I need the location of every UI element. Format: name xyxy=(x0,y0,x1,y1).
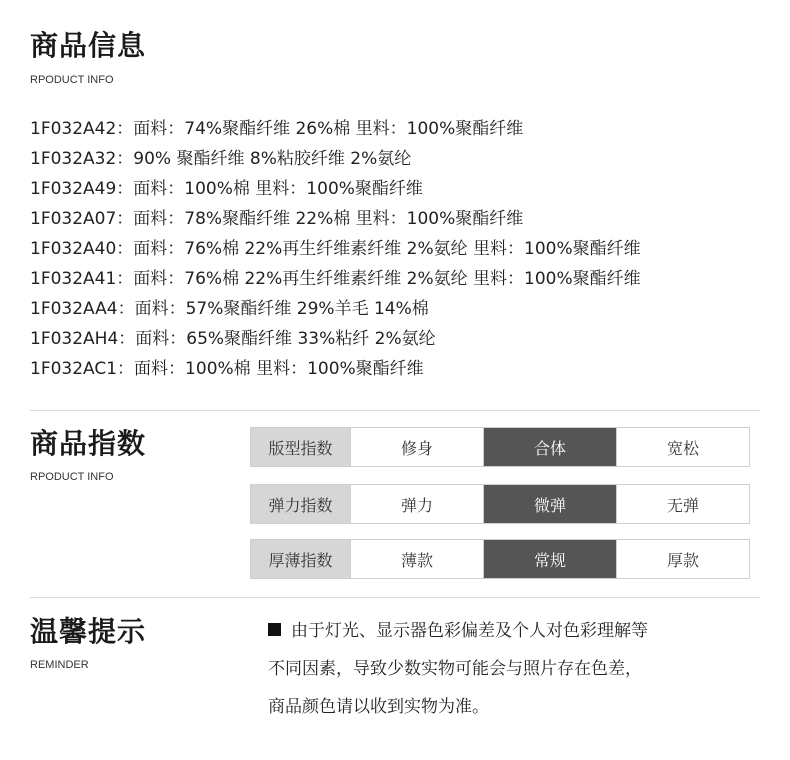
material-line: 1F032A49：面料：100%棉 里料：100%聚酯纤维 xyxy=(30,179,423,199)
index-option-selected: 常规 xyxy=(483,540,616,578)
reminder-text xyxy=(268,612,748,726)
reminder-title: 温馨提示 xyxy=(30,615,147,648)
material-list xyxy=(30,114,770,384)
material-line: 1F032A41：面料：76%棉 22%再生纤维素纤维 2%氨纶 里料：100%聚酯纤维 xyxy=(30,269,641,289)
index-option: 无弹 xyxy=(616,485,749,523)
bullet-square-icon xyxy=(268,623,281,636)
index-row-fit xyxy=(250,427,750,467)
material-line: 1F032A42：面料：74%聚酯纤维 26%棉 里料：100%聚酯纤维 xyxy=(30,119,524,139)
reminder-line: 商品颜色请以收到实物为准。 xyxy=(268,697,489,717)
material-line: 1F032AH4：面料：65%聚酯纤维 33%粘纤 2%氨纶 xyxy=(30,329,436,349)
index-option: 弹力 xyxy=(350,485,483,523)
product-info-subtitle: RPODUCT INFO xyxy=(30,74,114,86)
index-label: 弹力指数 xyxy=(251,485,350,523)
index-option-selected: 合体 xyxy=(483,428,616,466)
material-line: 1F032AA4：面料：57%聚酯纤维 29%羊毛 14%棉 xyxy=(30,299,429,319)
product-index-title: 商品指数 xyxy=(30,427,147,460)
material-line: 1F032A32：90% 聚酯纤维 8%粘胶纤维 2%氨纶 xyxy=(30,149,412,169)
index-row-thickness xyxy=(250,539,750,579)
index-option: 修身 xyxy=(350,428,483,466)
index-row-stretch xyxy=(250,484,750,524)
material-line: 1F032A40：面料：76%棉 22%再生纤维素纤维 2%氨纶 里料：100%聚酯纤维 xyxy=(30,239,641,259)
index-option: 宽松 xyxy=(616,428,749,466)
material-line: 1F032A07：面料：78%聚酯纤维 22%棉 里料：100%聚酯纤维 xyxy=(30,209,524,229)
index-label: 厚薄指数 xyxy=(251,540,350,578)
reminder-line-text: 由于灯光、显示器色彩偏差及个人对色彩理解等 xyxy=(291,621,648,641)
index-option-selected: 微弹 xyxy=(483,485,616,523)
reminder-subtitle: REMINDER xyxy=(30,659,89,671)
section-divider xyxy=(30,410,760,411)
reminder-line: 不同因素，导致少数实物可能会与照片存在色差， xyxy=(268,659,642,679)
section-divider xyxy=(30,597,760,598)
index-option: 薄款 xyxy=(350,540,483,578)
index-label: 版型指数 xyxy=(251,428,350,466)
reminder-line xyxy=(268,612,748,650)
index-option: 厚款 xyxy=(616,540,749,578)
material-line: 1F032AC1：面料：100%棉 里料：100%聚酯纤维 xyxy=(30,359,424,379)
product-index-subtitle: RPODUCT INFO xyxy=(30,471,114,483)
product-info-title: 商品信息 xyxy=(30,29,147,62)
